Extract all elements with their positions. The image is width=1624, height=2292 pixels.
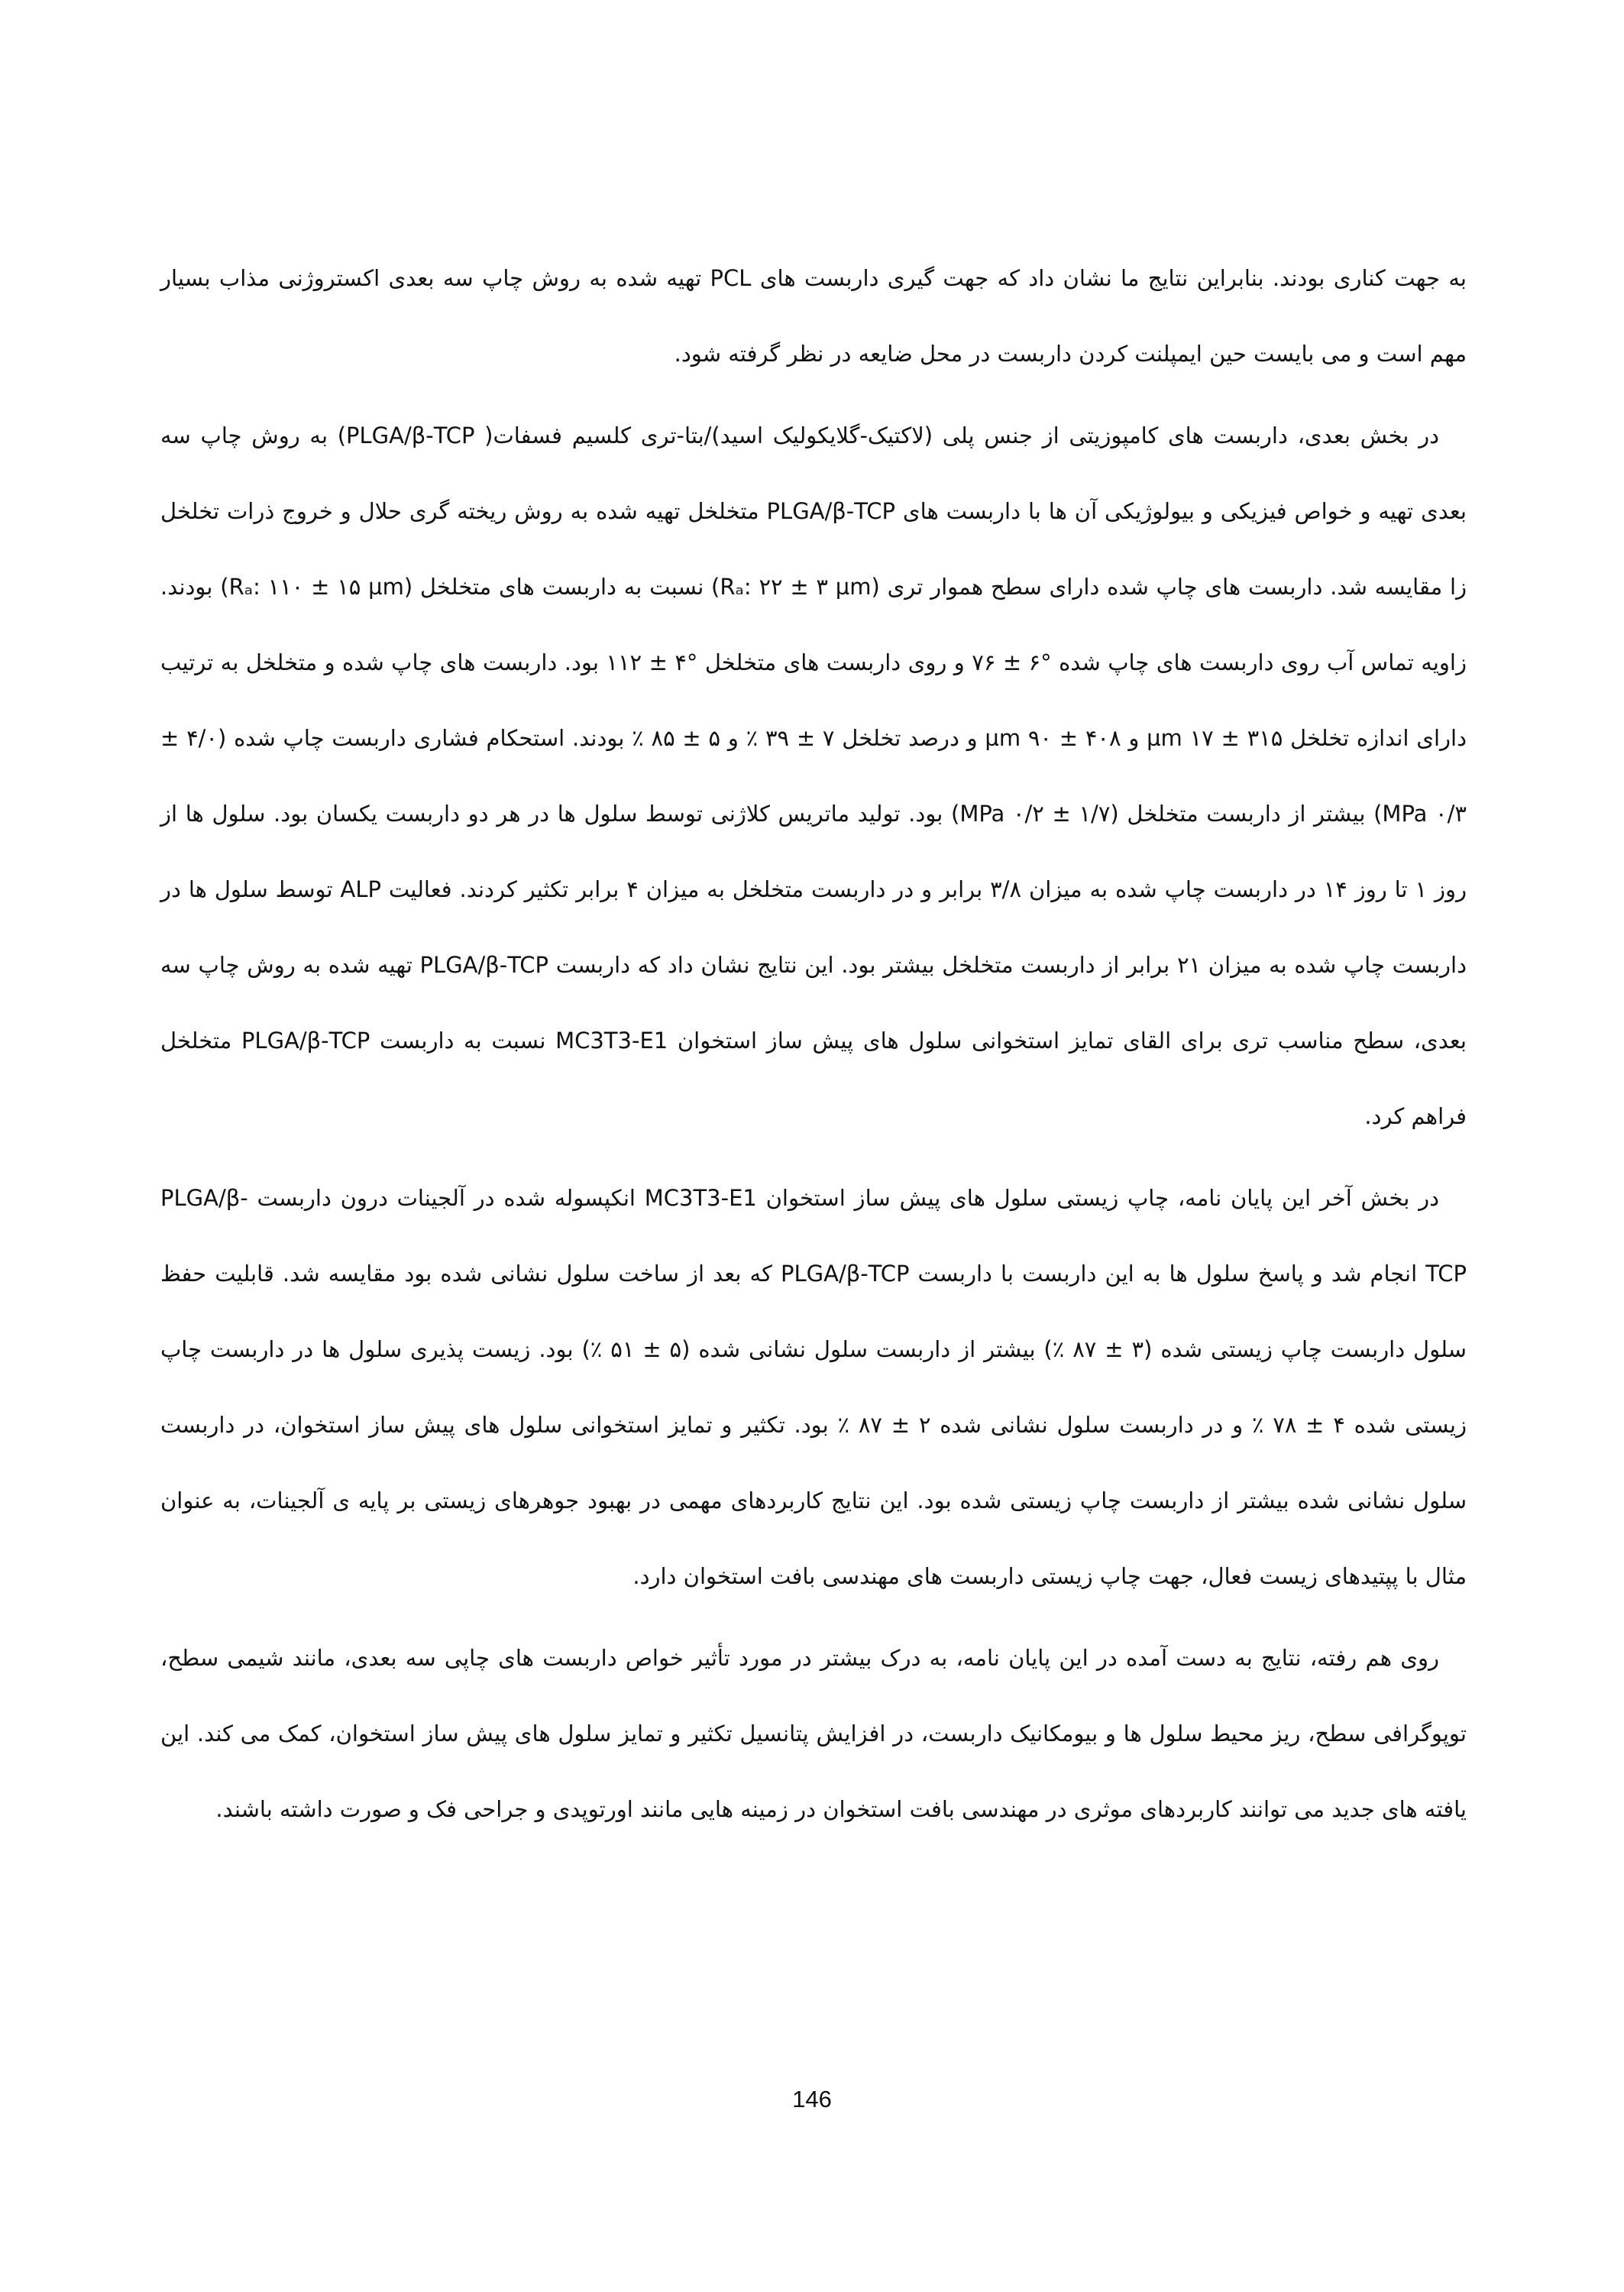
page-number: 146 [792, 2086, 832, 2112]
paragraph-3: در بخش آخر این پایان نامه، چاپ زیستی سلول های پیش ساز استخوان MC3T3-E1 انکپسوله شده در آلجینات درون داربست PLGA/β-TCP انجام شد و پاسخ سلول ها به این داربست با داربست PLGA/β-TCP که بعد از ساخت سلول نشانی شده بود مقایسه شد. قابلیت حفظ سلول داربست چاپ زیستی شده (۳ ± ۸۷ ٪) بیشتر از داربست سلول نشانی شده (۵ ± ۵۱ ٪) بود. زیست پذیری سلول ها در داربست چاپ زیستی شده ۴ ± ۷۸ ٪ و در داربست سلول نشانی شده ۲ ± ۸۷ ٪ بود. تکثیر و تمایز استخوانی سلول های پیش ساز استخوان، در داربست سلول نشانی شده بیشتر از داربست چاپ زیستی شده بود. این نتایج کاربردهای مهمی در بهبود جوهرهای زیستی بر پایه ی آلجینات، به عنوان مثال با پپتیدهای زیست فعال، جهت چاپ زیستی داربست های مهندسی بافت استخوان دارد. [160, 1185, 1467, 1589]
paragraph-1: به جهت کناری بودند. بنابراین نتایج ما نشان داد که جهت گیری داربست های PCL تهیه شده به روش چاپ سه بعدی اکستروژنی مذاب بسیار مهم است و می بایست حین ایمپلنت کردن داربست در محل ضایعه در نظر گرفته شود. [160, 265, 1467, 367]
paragraph-4: روی هم رفته، نتایج به دست آمده در این پایان نامه، به درک بیشتر در مورد تأثیر خواص داربست های چاپی سه بعدی، مانند شیمی سطح، توپوگرافی سطح، ریز محیط سلول ها و بیومکانیک داربست، در افزایش پتانسیل تکثیر و تمایز سلول های پیش ساز استخوان، کمک می کند. این یافته های جدید می توانند کاربردهای موثری در مهندسی بافت استخوان در زمینه هایی مانند اورتوپدی و جراحی فک و صورت داشته باشند. [160, 1645, 1467, 1822]
body-text [160, 241, 1467, 1853]
paragraph-2: در بخش بعدی، داربست های کامپوزیتی از جنس پلی (لاکتیک-گلایکولیک اسید)/بتا-تری کلسیم فسفات( PLGA/β-TCP) به روش چاپ سه بعدی تهیه و خواص فیزیکی و بیولوژیکی آن ها با داربست های PLGA/β-TCP متخلخل تهیه شده به روش ریخته گری حلال و خروج ذرات تخلخل زا مقایسه شد. داربست های چاپ شده دارای سطح هموار تری (Rₐ: ۲۲ ± ۳ µm) نسبت به داربست های متخلخل (Rₐ: ۱۱۰ ± ۱۵ µm) بودند. زاویه تماس آب روی داربست های چاپ شده °۶ ± ۷۶ و روی داربست های متخلخل °۴ ± ۱۱۲ بود. داربست های چاپ شده و متخلخل به ترتیب دارای اندازه تخلخل ۳۱۵ ± ۱۷ µm و ۴۰۸ ± ۹۰ µm و درصد تخلخل ۷ ± ۳۹ ٪ و ۵ ± ۸۵ ٪ بودند. استحکام فشاری داربست چاپ شده (۴/۰ ± ۰/۳ MPa) بیشتر از داربست متخلخل (۱/۷ ± ۰/۲ MPa) بود. تولید ماتریس کلاژنی توسط سلول ها در هر دو داربست یکسان بود. سلول ها از روز ۱ تا روز ۱۴ در داربست چاپ شده به میزان ۳/۸ برابر و در داربست متخلخل به میزان ۴ برابر تکثیر کردند. فعالیت ALP توسط سلول ها در داربست چاپ شده به میزان ۲۱ برابر از داربست متخلخل بیشتر بود. این نتایج نشان داد که داربست PLGA/β-TCP تهیه شده به روش چاپ سه بعدی، سطح مناسب تری برای القای تمایز استخوانی سلول های پیش ساز استخوان MC3T3-E1 نسبت به داربست PLGA/β-TCP متخلخل فراهم کرد. [160, 422, 1467, 1129]
